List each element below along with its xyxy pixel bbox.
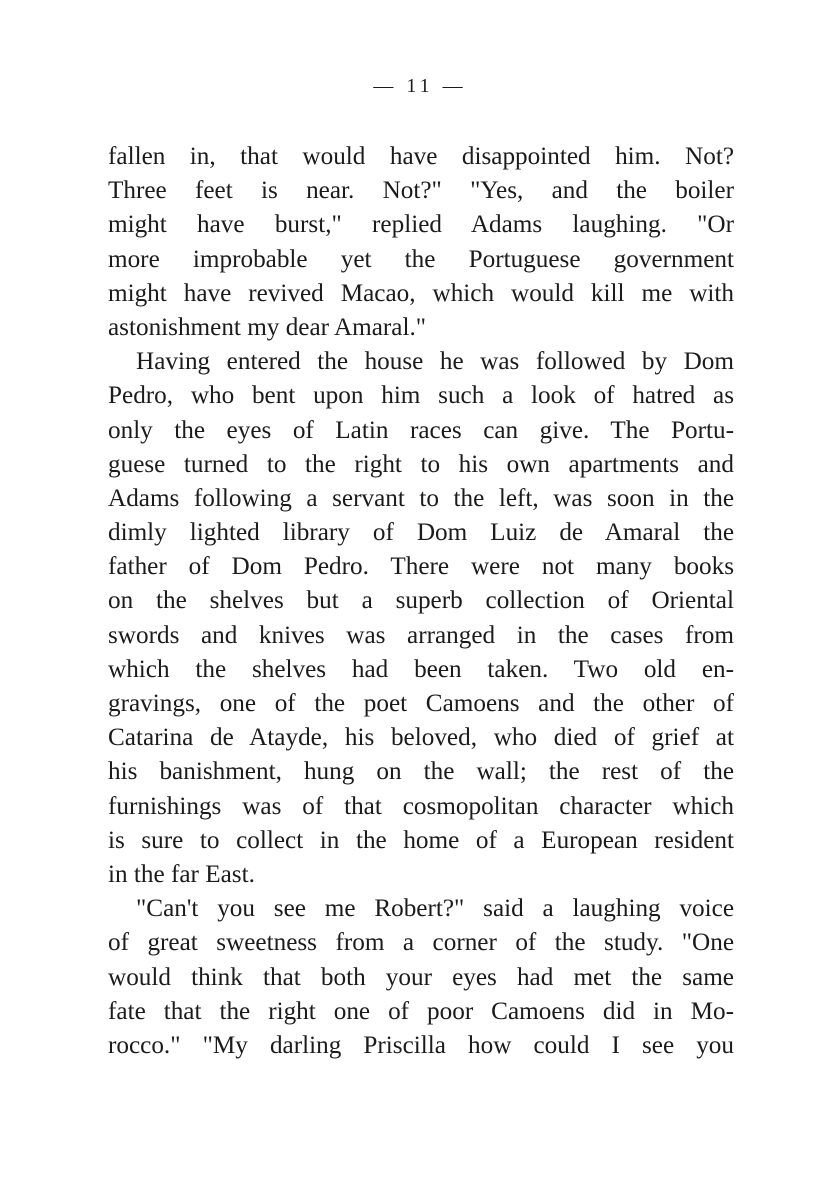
text-line: father of Dom Pedro. There were not many books bbox=[108, 553, 734, 581]
text-line: is sure to collect in the home of a European resident bbox=[108, 826, 734, 854]
text-line: Adams following a servant to the left, was soon in the bbox=[108, 484, 734, 512]
text-line: which the shelves had been taken. Two old en- bbox=[108, 655, 734, 683]
text-line: fate that the right one of poor Camoens did in Mo- bbox=[108, 997, 734, 1025]
text-line: dimly lighted library of Dom Luiz de Amaral the bbox=[108, 519, 734, 547]
text-line: only the eyes of Latin races can give. The Portu- bbox=[108, 416, 734, 444]
text-line: guese turned to the right to his own apartments and bbox=[108, 450, 734, 478]
text-line: would think that both your eyes had met the same bbox=[108, 963, 734, 991]
text-line: furnishings was of that cosmopolitan character which bbox=[108, 792, 734, 820]
text-line: more improbable yet the Portuguese government bbox=[108, 245, 734, 273]
text-line: might have burst," replied Adams laughing. "Or bbox=[108, 211, 734, 239]
paragraph-start-line: Having entered the house he was followed by Dom bbox=[136, 348, 734, 376]
text-line: in the far East. bbox=[108, 860, 255, 888]
body-text bbox=[108, 140, 734, 1063]
text-line: astonishment my dear Amaral." bbox=[108, 313, 427, 341]
text-line: swords and knives was arranged in the cases from bbox=[108, 621, 734, 649]
text-line: might have revived Macao, which would kill me with bbox=[108, 279, 734, 307]
text-line: on the shelves but a superb collection of Oriental bbox=[108, 587, 734, 615]
paragraph-start-line: "Can't you see me Robert?" said a laughing voice bbox=[136, 895, 734, 923]
text-line: rocco." "My darling Priscilla how could I see you bbox=[108, 1031, 734, 1059]
text-line: his banishment, hung on the wall; the rest of the bbox=[108, 758, 734, 786]
text-line: of great sweetness from a corner of the study. "One bbox=[108, 929, 734, 957]
text-line: Catarina de Atayde, his beloved, who died of grief at bbox=[108, 724, 734, 752]
text-line: fallen in, that would have disappointed him. Not? bbox=[108, 143, 734, 170]
text-line: Pedro, who bent upon him such a look of hatred as bbox=[108, 382, 734, 410]
page-number-header: — 11 — bbox=[373, 75, 467, 97]
text-line: Three feet is near. Not?" "Yes, and the boiler bbox=[108, 177, 734, 205]
text-line: gravings, one of the poet Camoens and the other of bbox=[108, 690, 734, 717]
